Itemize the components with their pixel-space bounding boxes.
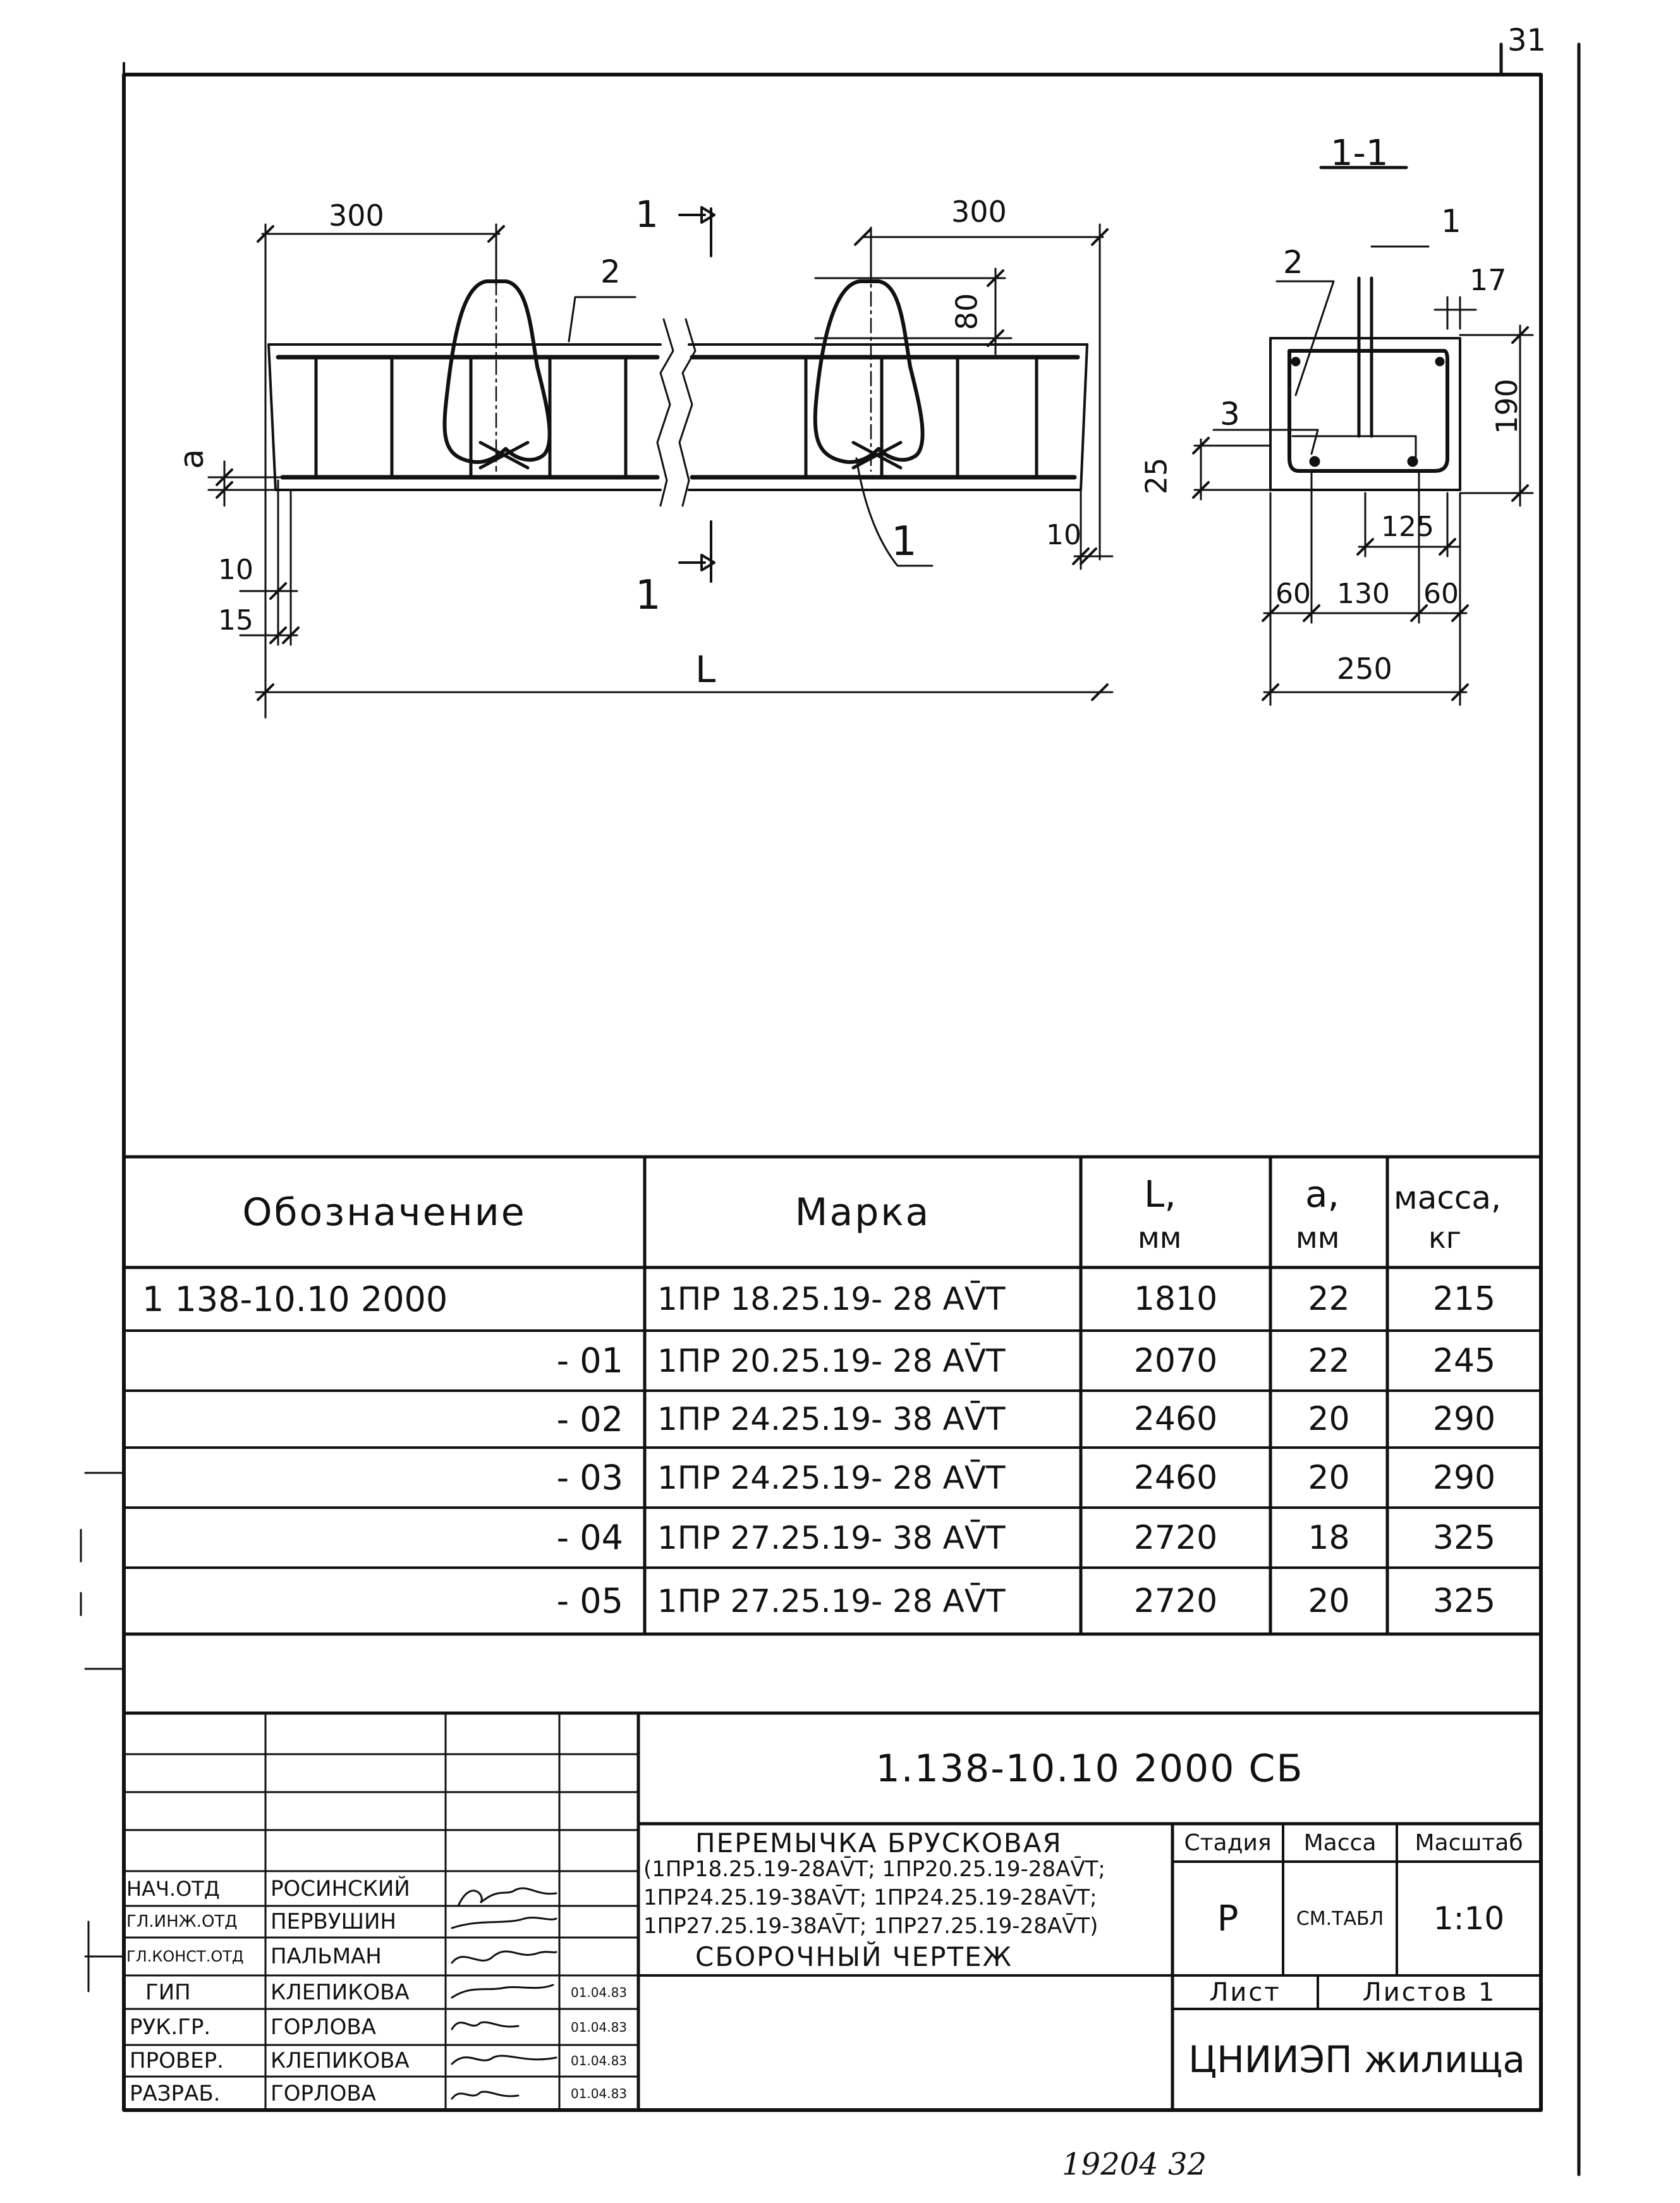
signature-rosinsky	[458, 1888, 556, 1906]
signature-klepikova-1	[452, 1985, 553, 1998]
table-row-length: 2460	[1133, 1400, 1218, 1438]
staff-name: ГОРЛОВА	[271, 2014, 376, 2040]
margin-mark	[81, 1473, 124, 1991]
staff-date: 01.04.83	[570, 2053, 628, 2068]
staff-role: РАЗРАБ.	[130, 2080, 221, 2106]
dim-length-L: L	[695, 648, 716, 691]
section-dim-60-left: 60	[1275, 578, 1311, 610]
sheet-label: Лист	[1209, 1977, 1281, 2007]
dim-a: a	[173, 449, 211, 469]
header-length-line2: мм	[1138, 1221, 1182, 1255]
section-dim-60-right: 60	[1423, 578, 1459, 610]
table-row-designation: 1 138-10.10 2000	[142, 1279, 448, 1319]
staff-name: ПАЛЬМАН	[271, 1944, 382, 1969]
dim-15: 15	[218, 604, 253, 637]
callout-1: 1	[891, 518, 917, 565]
section-dim-250: 250	[1337, 652, 1392, 686]
header-mass-line2: кг	[1428, 1221, 1461, 1255]
staff-date: 01.04.83	[570, 2019, 628, 2035]
table-row-mark: 1ПР 24.25.19- 38 АV̄Т	[657, 1401, 1006, 1437]
table-row-mark: 1ПР 27.25.19- 28 АV̄Т	[657, 1582, 1006, 1620]
table-row-mass: 290	[1432, 1400, 1496, 1438]
table-row-a: 22	[1308, 1341, 1350, 1380]
header-length-line1: L,	[1144, 1173, 1176, 1216]
scale-value: 1:10	[1433, 1900, 1505, 1937]
table-row-a: 20	[1308, 1582, 1350, 1620]
title-line-2: (1ПР18.25.19-28АV̄Т; 1ПР20.25.19-28АV̄Т;	[643, 1857, 1105, 1882]
table-row-a: 22	[1308, 1280, 1350, 1318]
section-1-1	[1193, 168, 1533, 705]
document-code: 1.138-10.10 2000 СБ	[875, 1746, 1304, 1791]
signature-palman	[452, 1951, 556, 1963]
scale-label: Масштаб	[1415, 1829, 1523, 1856]
table-row-designation: - 01	[556, 1341, 623, 1381]
header-a-line2: мм	[1296, 1221, 1340, 1255]
dim-300-right: 300	[951, 195, 1007, 229]
stage-value: Р	[1217, 1898, 1239, 1939]
table-row-designation: - 05	[556, 1581, 623, 1621]
staff-name: ПЕРВУШИН	[271, 1909, 396, 1934]
signature-klepikova-2	[452, 2056, 556, 2064]
table-row-mark: 1ПР 18.25.19- 28 АV̄Т	[657, 1281, 1006, 1317]
organization-name: ЦНИИЭП жилища	[1188, 2038, 1525, 2081]
sheets-label: Листов 1	[1362, 1977, 1497, 2007]
staff-name: КЛЕПИКОВА	[271, 2048, 410, 2073]
title-line-3: 1ПР24.25.19-38АV̄Т; 1ПР24.25.19-28АV̄Т;	[643, 1885, 1097, 1910]
cut-label-top: 1	[635, 193, 659, 236]
table-row-length: 2070	[1133, 1341, 1218, 1380]
section-callout-1: 1	[1441, 203, 1461, 240]
cut-label-bottom: 1	[635, 572, 661, 619]
dim-80: 80	[949, 293, 984, 331]
staff-role: ГЛ.КОНСТ.ОТД	[126, 1948, 244, 1965]
mass-value: СМ.ТАБЛ	[1296, 1907, 1384, 1930]
section-callout-3: 3	[1220, 396, 1240, 432]
header-mass-line1: масса,	[1394, 1180, 1501, 1216]
header-designation: Обозначение	[242, 1190, 527, 1235]
dim-10-right: 10	[1046, 519, 1081, 551]
title-line-1: ПЕРЕМЫЧКА БРУСКОВАЯ	[695, 1828, 1062, 1858]
dim-300-left: 300	[329, 198, 384, 233]
signature-gorlova-1	[452, 2022, 518, 2029]
table-row-length: 2720	[1133, 1518, 1218, 1557]
stage-label: Стадия	[1184, 1829, 1272, 1856]
header-mark: Марка	[794, 1190, 931, 1235]
signature-pervushin	[452, 1918, 556, 1928]
staff-role: ГИП	[145, 1979, 191, 2005]
dim-10-left: 10	[218, 554, 253, 586]
page-number: 31	[1507, 23, 1547, 58]
section-label: 1-1	[1330, 133, 1389, 174]
table-row-mass: 215	[1432, 1280, 1496, 1318]
table-row-a: 18	[1308, 1518, 1350, 1557]
table-row-designation: - 02	[556, 1399, 623, 1439]
table-row-length: 2720	[1133, 1582, 1218, 1620]
table-row-mark: 1ПР 20.25.19- 28 АV̄Т	[657, 1342, 1006, 1379]
table-row-mark: 1ПР 24.25.19- 28 АV̄Т	[657, 1459, 1006, 1496]
title-line-5: СБОРОЧНЫЙ ЧЕРТЕЖ	[695, 1941, 1013, 1972]
table-row-designation: - 04	[556, 1518, 623, 1558]
staff-date: 01.04.83	[570, 1984, 628, 2000]
staff-role: ГЛ.ИНЖ.ОТД	[126, 1912, 238, 1931]
beam-elevation	[209, 207, 1112, 717]
section-dim-25: 25	[1139, 457, 1174, 495]
table-row-mass: 325	[1432, 1518, 1496, 1557]
footer-number: 19204 32	[1062, 2147, 1207, 2182]
staff-name: КЛЕПИКОВА	[271, 1979, 410, 2005]
table-row-mark: 1ПР 27.25.19- 38 АV̄Т	[657, 1519, 1006, 1556]
table-row-mass: 245	[1432, 1341, 1496, 1380]
section-dim-17: 17	[1470, 263, 1507, 297]
table-row-mass: 325	[1432, 1582, 1496, 1620]
staff-name: РОСИНСКИЙ	[271, 1876, 410, 1901]
staff-role: НАЧ.ОТД	[126, 1876, 220, 1901]
table-row-length: 2460	[1133, 1458, 1218, 1497]
staff-name: ГОРЛОВА	[271, 2080, 376, 2106]
mass-label: Масса	[1303, 1829, 1377, 1856]
staff-date: 01.04.83	[570, 2085, 628, 2101]
table-row-length: 1810	[1133, 1280, 1218, 1318]
section-dim-190: 190	[1489, 379, 1524, 434]
table-row-a: 20	[1308, 1458, 1350, 1497]
staff-role: ПРОВЕР.	[130, 2048, 224, 2073]
title-line-4: 1ПР27.25.19-38АV̄Т; 1ПР27.25.19-28АV̄Т)	[643, 1913, 1099, 1939]
section-dim-130: 130	[1337, 578, 1390, 610]
table-row-a: 20	[1308, 1400, 1350, 1438]
table-row-designation: - 03	[556, 1458, 623, 1498]
callout-2: 2	[600, 253, 621, 290]
table-row-mass: 290	[1432, 1458, 1496, 1497]
header-a-line1: a,	[1305, 1173, 1339, 1216]
signature-gorlova-2	[452, 2092, 518, 2099]
staff-role: РУК.ГР.	[130, 2014, 211, 2040]
section-dim-125: 125	[1381, 511, 1434, 543]
section-callout-2: 2	[1283, 244, 1303, 281]
